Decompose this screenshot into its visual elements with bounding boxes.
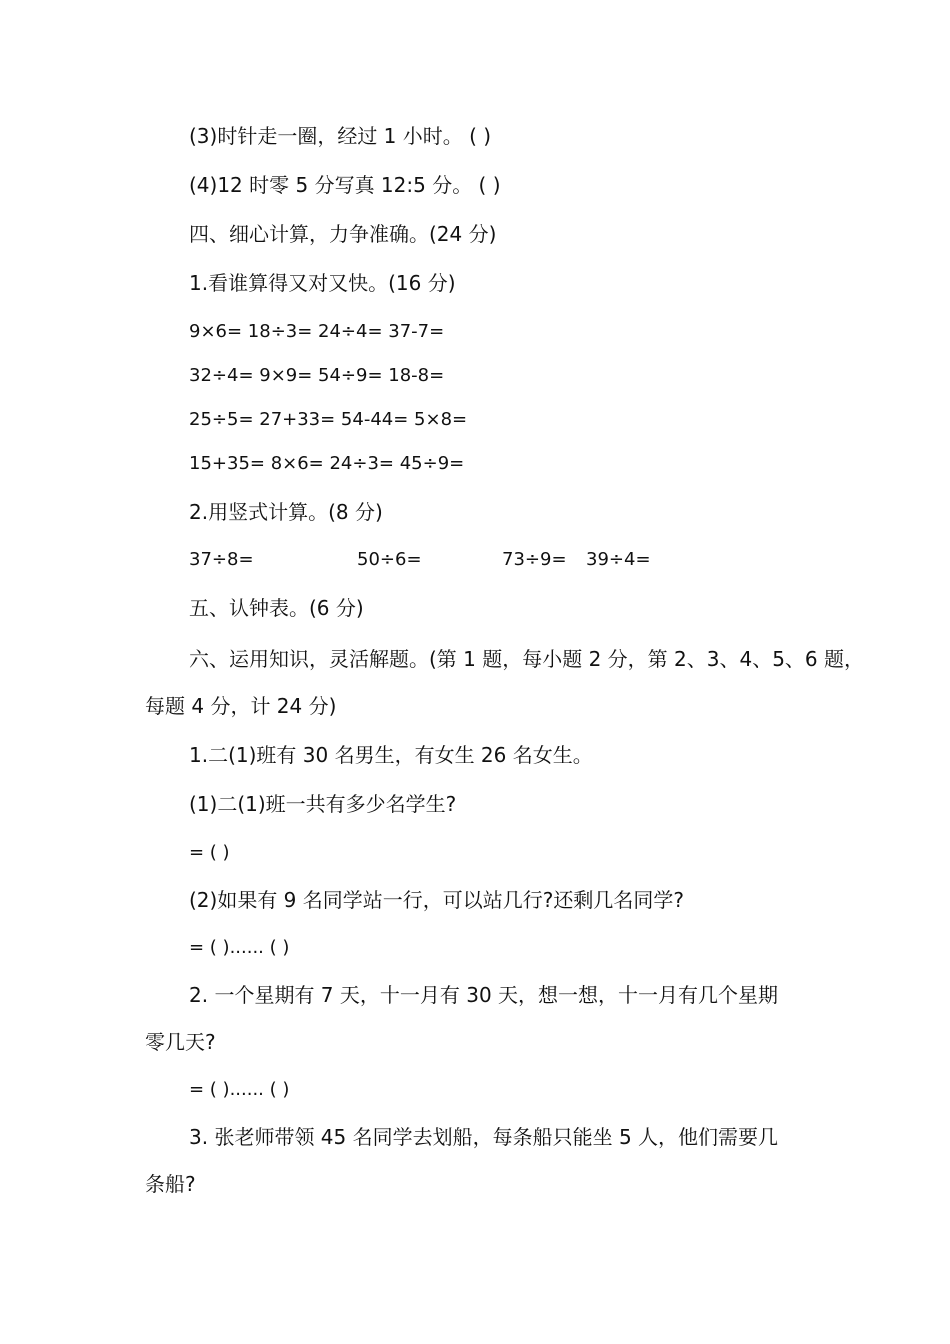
calc-row-2: 32÷4= 9×9= 54÷9= 18-8= (189, 365, 445, 386)
section-4-part-1-heading: 1.看谁算得又对又快。(16 分) (189, 271, 456, 295)
problem-2-line-2: 零几天? (145, 1030, 216, 1054)
section-6-heading-line-1: 六、运用知识，灵活解题。(第 1 题，每小题 2 分，第 2、3、4、5、6 题， (189, 647, 865, 671)
problem-1-question-2: (2)如果有 9 名同学站一行，可以站几行?还剩几名同学? (189, 888, 684, 912)
answer-blank: = ( )...... ( ) (189, 1079, 290, 1100)
problem-1-statement: 1.二(1)班有 30 名男生，有女生 26 名女生。 (189, 743, 593, 767)
question-3-3: (3)时针走一圈，经过 1 小时。 ( ) (189, 124, 492, 148)
problem-3-line-2: 条船? (145, 1172, 196, 1196)
question-3-4: (4)12 时零 5 分写真 12:5 分。 ( ) (189, 173, 501, 197)
section-4-heading: 四、细心计算，力争准确。(24 分) (189, 222, 497, 246)
calc-row-1: 9×6= 18÷3= 24÷4= 37-7= (189, 321, 445, 342)
problem-1-question-1: (1)二(1)班一共有多少名学生? (189, 792, 457, 816)
problem-2-line-1: 2. 一个星期有 7 天，十一月有 30 天，想一想，十一月有几个星期 (189, 983, 779, 1007)
calc-row-4: 15+35= 8×6= 24÷3= 45÷9= (189, 453, 465, 474)
vertical-calc-item: 73÷9= (502, 549, 567, 570)
section-5-heading: 五、认钟表。(6 分) (189, 596, 364, 620)
vertical-calc-item: 37÷8= (189, 549, 254, 570)
answer-blank: = ( ) (189, 842, 230, 863)
section-6-heading-line-2: 每题 4 分，计 24 分) (145, 694, 337, 718)
answer-blank: = ( )...... ( ) (189, 937, 290, 958)
vertical-calc-item: 39÷4= (586, 549, 651, 570)
vertical-calc-item: 50÷6= (357, 549, 422, 570)
section-4-part-2-heading: 2.用竖式计算。(8 分) (189, 500, 383, 524)
calc-row-3: 25÷5= 27+33= 54-44= 5×8= (189, 409, 468, 430)
problem-3-line-1: 3. 张老师带领 45 名同学去划船，每条船只能坐 5 人，他们需要几 (189, 1125, 779, 1149)
